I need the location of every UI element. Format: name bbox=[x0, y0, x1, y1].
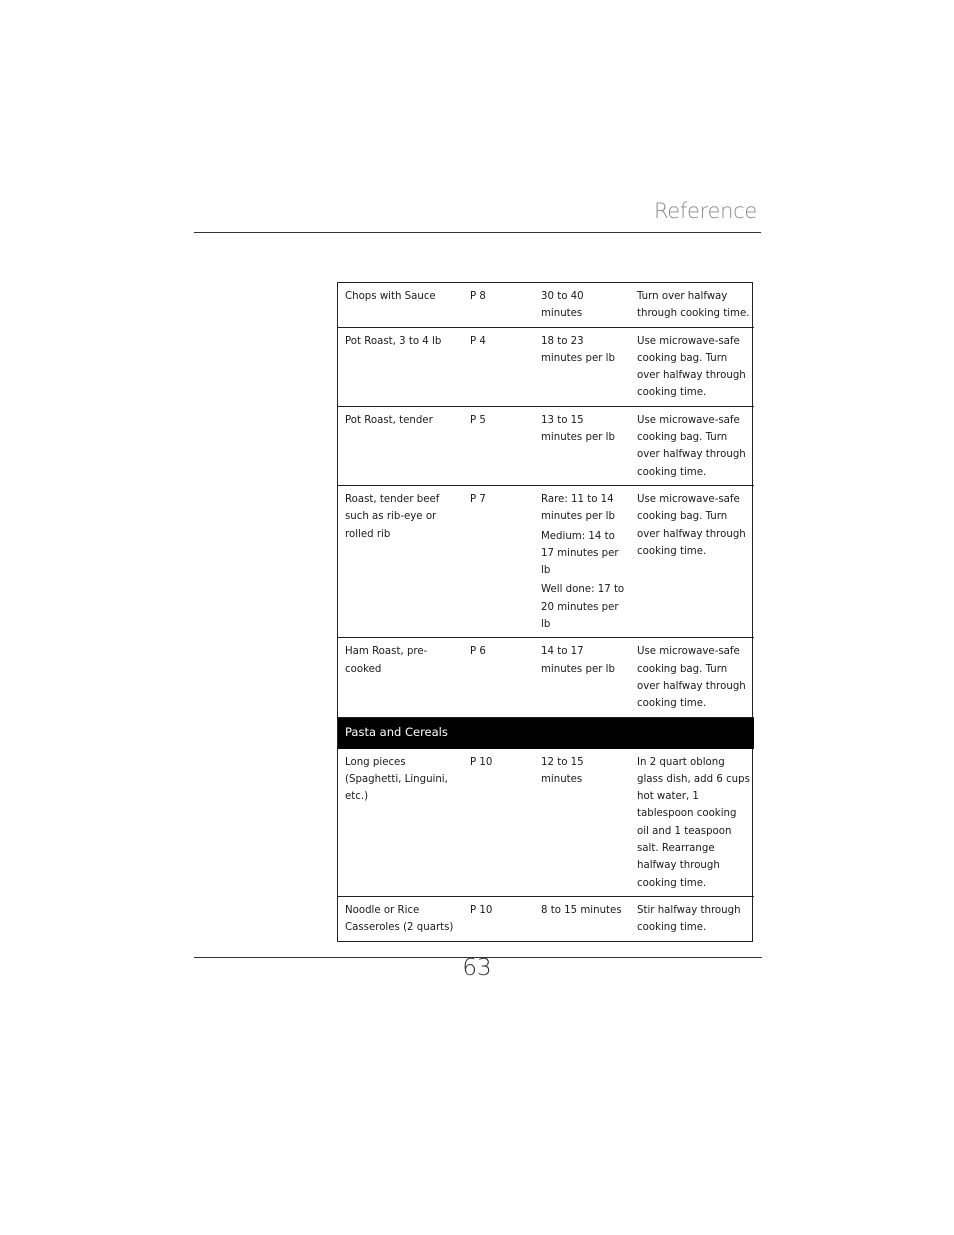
cooking-time-line: 8 to 15 minutes bbox=[541, 904, 622, 916]
section-header-row bbox=[338, 717, 754, 748]
power-level-cell: P 4 bbox=[463, 327, 534, 406]
header-divider bbox=[194, 232, 761, 233]
notes-cell: Turn over halfway through cooking time. bbox=[630, 283, 754, 327]
cooking-time-cell bbox=[534, 638, 630, 717]
power-level-cell: P 10 bbox=[463, 748, 534, 896]
notes-cell: Use microwave-safe cooking bag. Turn over halfway through cooking time. bbox=[630, 485, 754, 637]
cooking-time-line: 12 to 15 minutes bbox=[541, 756, 584, 785]
notes-cell: In 2 quart oblong glass dish, add 6 cups hot water, 1 tablespoon cooking oil and 1 teaspoon salt. Rearrange halfway through cooking time. bbox=[630, 748, 754, 896]
cooking-time-line: Medium: 14 to 17 minutes per lb bbox=[541, 530, 619, 577]
section-header: Pasta and Cereals bbox=[338, 717, 754, 748]
food-cell: Roast, tender beef such as rib-eye or rolled rib bbox=[338, 485, 463, 637]
power-level-cell: P 5 bbox=[463, 406, 534, 485]
food-cell: Pot Roast, 3 to 4 lb bbox=[338, 327, 463, 406]
power-level-cell: P 10 bbox=[470, 904, 493, 916]
cooking-time-cell bbox=[534, 485, 630, 637]
cooking-guide-table bbox=[338, 283, 754, 941]
table-row bbox=[338, 283, 754, 327]
cooking-table bbox=[337, 282, 753, 942]
table-row bbox=[338, 896, 754, 940]
cooking-time-line: Rare: 11 to 14 minutes per lb bbox=[541, 493, 615, 523]
notes-cell: Use microwave-safe cooking bag. Turn over halfway through cooking time. bbox=[630, 327, 754, 406]
cooking-time-cell bbox=[534, 327, 630, 406]
food-cell: Noodle or Rice Casseroles (2 quarts) bbox=[345, 904, 454, 934]
table-row bbox=[338, 406, 754, 485]
table-row bbox=[338, 748, 754, 896]
cooking-time-cell bbox=[534, 896, 630, 940]
cooking-time-cell bbox=[534, 406, 630, 485]
section-title: Reference bbox=[653, 199, 757, 223]
notes-cell: Use microwave-safe cooking bag. Turn over halfway through cooking time. bbox=[630, 406, 754, 485]
cooking-time-line: 14 to 17 minutes per lb bbox=[541, 646, 615, 675]
power-level-cell: P 6 bbox=[463, 638, 534, 717]
power-level-cell: P 7 bbox=[463, 485, 534, 637]
cooking-time-line: 13 to 15 minutes per lb bbox=[541, 414, 615, 444]
power-level-cell: P 8 bbox=[463, 283, 534, 327]
table-row bbox=[338, 327, 754, 406]
food-cell: Pot Roast, tender bbox=[338, 406, 463, 485]
notes-cell: Stir halfway through cooking time. bbox=[637, 904, 741, 934]
cooking-time-line: 18 to 23 minutes per lb bbox=[541, 335, 615, 364]
cooking-time-line: Well done: 17 to 20 minutes per lb bbox=[541, 584, 625, 631]
notes-cell: Use microwave-safe cooking bag. Turn over halfway through cooking time. bbox=[630, 638, 754, 717]
food-cell: Long pieces (Spaghetti, Linguini, etc.) bbox=[338, 748, 463, 896]
cooking-time-cell bbox=[534, 283, 630, 327]
cooking-time-line: 30 to 40 minutes bbox=[541, 291, 584, 320]
cooking-time-cell bbox=[534, 748, 630, 896]
table-row bbox=[338, 638, 754, 717]
food-cell: Chops with Sauce bbox=[338, 283, 463, 327]
food-cell: Ham Roast, pre-cooked bbox=[338, 638, 463, 717]
table-body bbox=[338, 283, 754, 941]
page-number: 63 bbox=[462, 955, 492, 981]
table-row bbox=[338, 485, 754, 637]
